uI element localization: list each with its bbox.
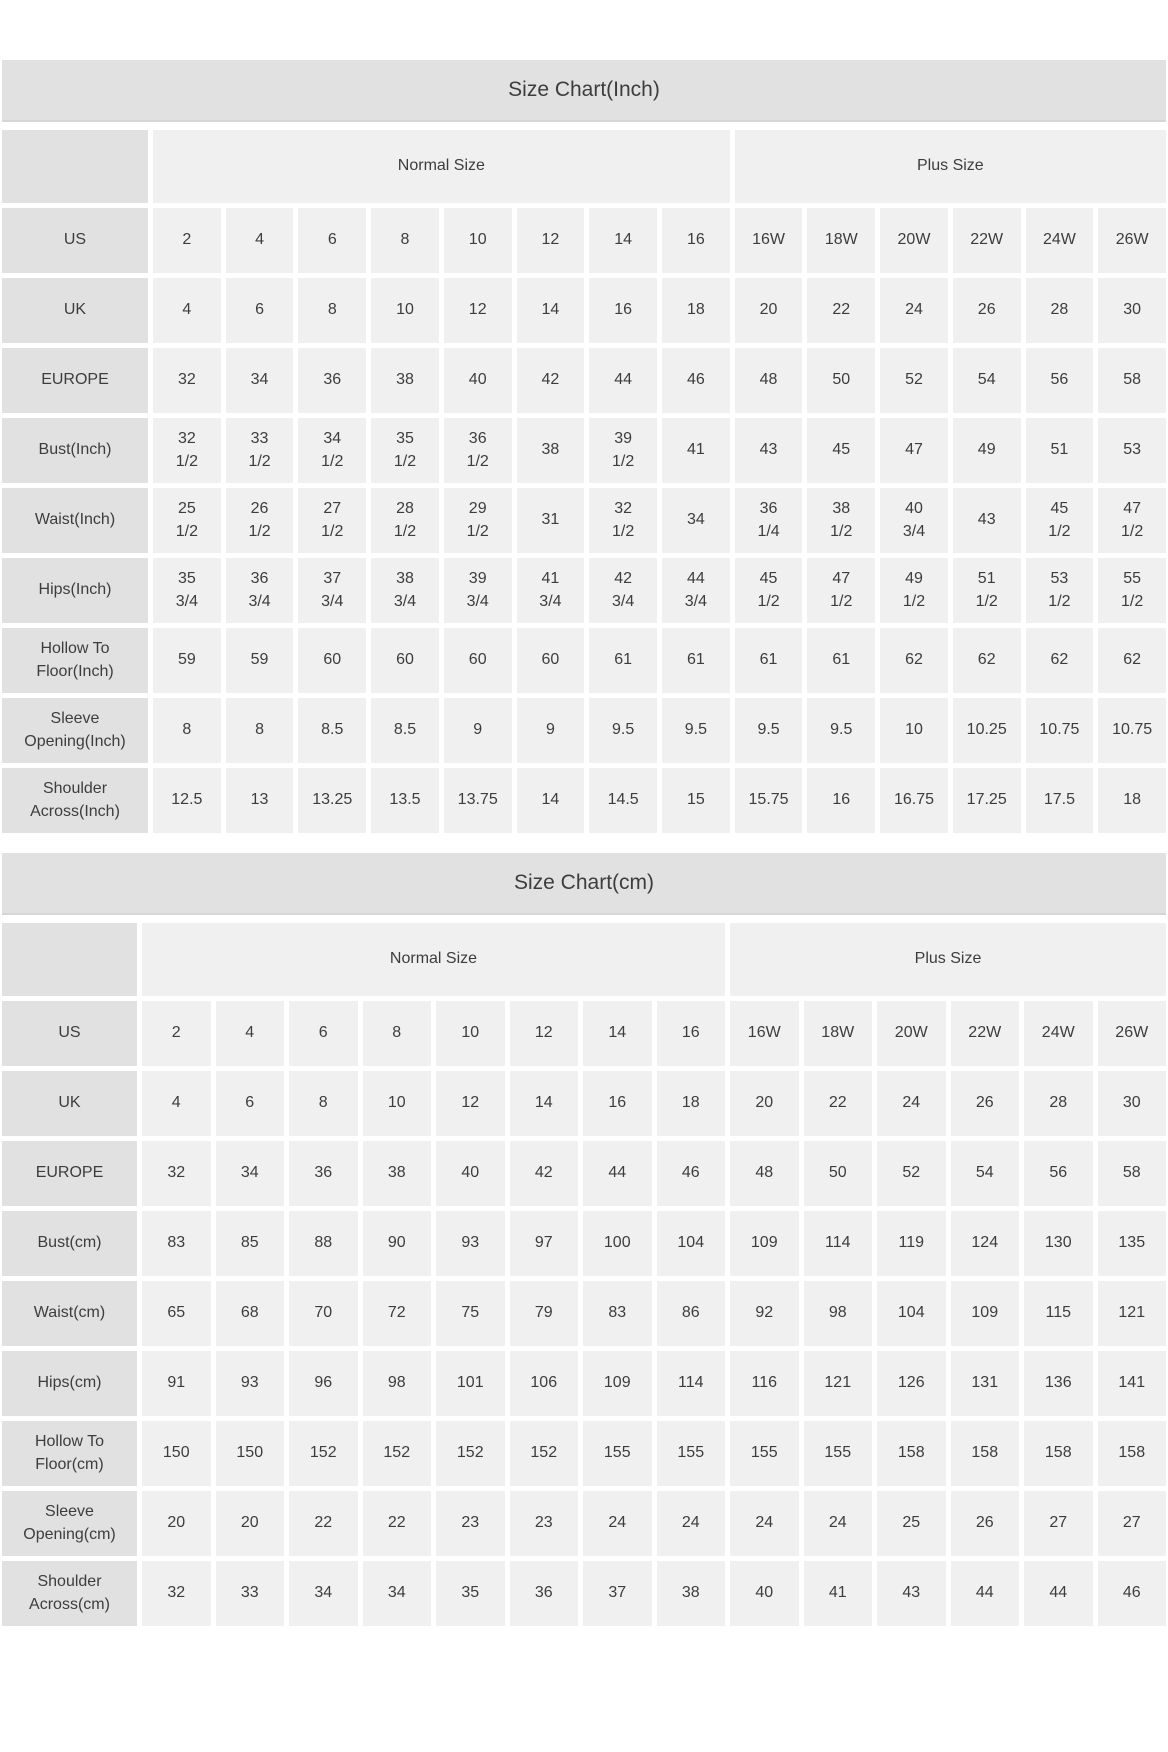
data-cell: 41: [804, 1561, 873, 1626]
data-cell: 152: [363, 1421, 432, 1486]
data-cell: 26 1/2: [226, 488, 294, 553]
data-cell: 155: [583, 1421, 652, 1486]
data-cell: 45: [807, 418, 875, 483]
row-label: Bust(Inch): [2, 418, 148, 483]
data-cell: 60: [371, 628, 439, 693]
group-header-normal-size: Normal Size: [142, 923, 725, 996]
data-cell: 92: [730, 1281, 799, 1346]
data-cell: 88: [289, 1211, 358, 1276]
data-cell: 16: [583, 1071, 652, 1136]
data-cell: 44: [589, 348, 657, 413]
data-cell: 141: [1098, 1351, 1167, 1416]
data-cell: 60: [444, 628, 512, 693]
data-cell: 36: [510, 1561, 579, 1626]
data-cell: 6: [298, 208, 366, 273]
data-cell: 8: [298, 278, 366, 343]
data-cell: 48: [735, 348, 803, 413]
data-cell: 22: [363, 1491, 432, 1556]
data-cell: 6: [216, 1071, 285, 1136]
data-cell: 26: [951, 1491, 1020, 1556]
data-cell: 40: [436, 1141, 505, 1206]
data-cell: 15: [662, 768, 730, 833]
data-cell: 38: [363, 1141, 432, 1206]
data-cell: 17.25: [953, 768, 1021, 833]
data-cell: 4: [142, 1071, 211, 1136]
data-cell: 16W: [735, 208, 803, 273]
data-cell: 9.5: [735, 698, 803, 763]
data-cell: 98: [804, 1281, 873, 1346]
data-cell: 35 3/4: [153, 558, 221, 623]
data-cell: 25 1/2: [153, 488, 221, 553]
size-chart-cm-section: [2, 853, 1166, 1626]
data-cell: 97: [510, 1211, 579, 1276]
data-cell: 24: [657, 1491, 726, 1556]
data-cell: 60: [517, 628, 585, 693]
data-cell: 59: [153, 628, 221, 693]
data-cell: 34 1/2: [298, 418, 366, 483]
data-cell: 20: [142, 1491, 211, 1556]
data-cell: 20W: [877, 1001, 946, 1066]
row-label: Waist(Inch): [2, 488, 148, 553]
data-cell: 32: [142, 1141, 211, 1206]
data-cell: 8: [289, 1071, 358, 1136]
data-cell: 13.25: [298, 768, 366, 833]
data-cell: 10.75: [1026, 698, 1094, 763]
data-cell: 12: [510, 1001, 579, 1066]
data-cell: 65: [142, 1281, 211, 1346]
data-cell: 47: [880, 418, 948, 483]
data-cell: 27: [1098, 1491, 1167, 1556]
data-cell: 18: [657, 1071, 726, 1136]
data-cell: 44 3/4: [662, 558, 730, 623]
data-cell: 6: [226, 278, 294, 343]
data-cell: 24: [877, 1071, 946, 1136]
data-cell: 41 3/4: [517, 558, 585, 623]
data-cell: 53: [1098, 418, 1166, 483]
data-cell: 34: [216, 1141, 285, 1206]
row-label: Hollow To Floor(Inch): [2, 628, 148, 693]
data-cell: 158: [951, 1421, 1020, 1486]
data-cell: 27 1/2: [298, 488, 366, 553]
data-cell: 35 1/2: [371, 418, 439, 483]
data-cell: 10: [444, 208, 512, 273]
data-cell: 158: [877, 1421, 946, 1486]
data-cell: 18W: [807, 208, 875, 273]
data-cell: 41: [662, 418, 730, 483]
row-label: Shoulder Across(cm): [2, 1561, 137, 1626]
data-cell: 38: [517, 418, 585, 483]
data-cell: 61: [589, 628, 657, 693]
row-label: UK: [2, 278, 148, 343]
data-cell: 60: [298, 628, 366, 693]
data-cell: 47 1/2: [807, 558, 875, 623]
data-cell: 54: [953, 348, 1021, 413]
data-cell: 9.5: [589, 698, 657, 763]
data-cell: 12: [517, 208, 585, 273]
data-cell: 10.25: [953, 698, 1021, 763]
data-cell: 46: [1098, 1561, 1167, 1626]
data-cell: 8: [363, 1001, 432, 1066]
data-cell: 34: [662, 488, 730, 553]
data-cell: 45 1/2: [1026, 488, 1094, 553]
data-cell: 4: [226, 208, 294, 273]
data-cell: 20: [216, 1491, 285, 1556]
data-cell: 85: [216, 1211, 285, 1276]
data-cell: 49 1/2: [880, 558, 948, 623]
data-cell: 38 1/2: [807, 488, 875, 553]
data-cell: 62: [880, 628, 948, 693]
data-cell: 72: [363, 1281, 432, 1346]
data-cell: 22W: [953, 208, 1021, 273]
data-cell: 13.5: [371, 768, 439, 833]
data-cell: 46: [657, 1141, 726, 1206]
corner-cell: [2, 923, 137, 996]
data-cell: 49: [953, 418, 1021, 483]
data-cell: 10: [371, 278, 439, 343]
data-cell: 2: [153, 208, 221, 273]
data-cell: 58: [1098, 348, 1166, 413]
row-label: Shoulder Across(Inch): [2, 768, 148, 833]
data-cell: 32: [142, 1561, 211, 1626]
data-cell: 70: [289, 1281, 358, 1346]
data-cell: 48: [730, 1141, 799, 1206]
data-cell: 51: [1026, 418, 1094, 483]
data-cell: 40 3/4: [880, 488, 948, 553]
data-cell: 38: [657, 1561, 726, 1626]
data-cell: 16: [589, 278, 657, 343]
data-cell: 106: [510, 1351, 579, 1416]
data-cell: 44: [1024, 1561, 1093, 1626]
data-cell: 59: [226, 628, 294, 693]
data-cell: 124: [951, 1211, 1020, 1276]
row-label: Sleeve Opening(cm): [2, 1491, 137, 1556]
data-cell: 31: [517, 488, 585, 553]
data-cell: 55 1/2: [1098, 558, 1166, 623]
data-cell: 32: [153, 348, 221, 413]
size-chart-inch-title: Size Chart(Inch): [2, 60, 1166, 122]
data-cell: 158: [1098, 1421, 1167, 1486]
data-cell: 36: [298, 348, 366, 413]
data-cell: 22: [804, 1071, 873, 1136]
data-cell: 37: [583, 1561, 652, 1626]
data-cell: 22: [289, 1491, 358, 1556]
data-cell: 30: [1098, 278, 1166, 343]
data-cell: 109: [730, 1211, 799, 1276]
data-cell: 101: [436, 1351, 505, 1416]
data-cell: 115: [1024, 1281, 1093, 1346]
data-cell: 121: [1098, 1281, 1167, 1346]
data-cell: 114: [657, 1351, 726, 1416]
data-cell: 126: [877, 1351, 946, 1416]
data-cell: 8: [226, 698, 294, 763]
data-cell: 51 1/2: [953, 558, 1021, 623]
data-cell: 27: [1024, 1491, 1093, 1556]
data-cell: 32 1/2: [153, 418, 221, 483]
data-cell: 40: [444, 348, 512, 413]
data-cell: 28: [1026, 278, 1094, 343]
data-cell: 53 1/2: [1026, 558, 1094, 623]
data-cell: 114: [804, 1211, 873, 1276]
data-cell: 34: [226, 348, 294, 413]
data-cell: 34: [363, 1561, 432, 1626]
row-label: Hips(Inch): [2, 558, 148, 623]
data-cell: 91: [142, 1351, 211, 1416]
data-cell: 10: [436, 1001, 505, 1066]
data-cell: 158: [1024, 1421, 1093, 1486]
data-cell: 40: [730, 1561, 799, 1626]
data-cell: 37 3/4: [298, 558, 366, 623]
data-cell: 46: [662, 348, 730, 413]
data-cell: 36 1/4: [735, 488, 803, 553]
size-chart-inch-section: [2, 60, 1166, 833]
corner-cell: [2, 130, 148, 203]
data-cell: 20: [730, 1071, 799, 1136]
data-cell: 23: [436, 1491, 505, 1556]
data-cell: 152: [289, 1421, 358, 1486]
data-cell: 14: [517, 768, 585, 833]
data-cell: 83: [583, 1281, 652, 1346]
data-cell: 61: [735, 628, 803, 693]
data-cell: 14: [589, 208, 657, 273]
data-cell: 20W: [880, 208, 948, 273]
data-cell: 42 3/4: [589, 558, 657, 623]
data-cell: 12: [436, 1071, 505, 1136]
group-header-normal-size: Normal Size: [153, 130, 730, 203]
data-cell: 75: [436, 1281, 505, 1346]
data-cell: 155: [730, 1421, 799, 1486]
data-cell: 62: [1026, 628, 1094, 693]
data-cell: 24: [880, 278, 948, 343]
data-cell: 23: [510, 1491, 579, 1556]
data-cell: 150: [216, 1421, 285, 1486]
row-label: Bust(cm): [2, 1211, 137, 1276]
data-cell: 14.5: [589, 768, 657, 833]
data-cell: 42: [510, 1141, 579, 1206]
data-cell: 24: [583, 1491, 652, 1556]
data-cell: 62: [953, 628, 1021, 693]
data-cell: 18: [1098, 768, 1166, 833]
data-cell: 24W: [1026, 208, 1094, 273]
data-cell: 79: [510, 1281, 579, 1346]
data-cell: 52: [880, 348, 948, 413]
data-cell: 68: [216, 1281, 285, 1346]
data-cell: 17.5: [1026, 768, 1094, 833]
data-cell: 121: [804, 1351, 873, 1416]
data-cell: 14: [583, 1001, 652, 1066]
size-chart-cm-table: [2, 923, 1166, 1626]
data-cell: 35: [436, 1561, 505, 1626]
data-cell: 58: [1098, 1141, 1167, 1206]
data-cell: 29 1/2: [444, 488, 512, 553]
data-cell: 13: [226, 768, 294, 833]
row-label: EUROPE: [2, 1141, 137, 1206]
data-cell: 16W: [730, 1001, 799, 1066]
data-cell: 9: [444, 698, 512, 763]
data-cell: 130: [1024, 1211, 1093, 1276]
data-cell: 33 1/2: [226, 418, 294, 483]
data-cell: 104: [657, 1211, 726, 1276]
data-cell: 39 3/4: [444, 558, 512, 623]
data-cell: 119: [877, 1211, 946, 1276]
size-chart-inch-table: [2, 130, 1166, 833]
size-chart-cm-title: Size Chart(cm): [2, 853, 1166, 915]
data-cell: 38: [371, 348, 439, 413]
data-cell: 26: [951, 1071, 1020, 1136]
data-cell: 54: [951, 1141, 1020, 1206]
data-cell: 9.5: [807, 698, 875, 763]
data-cell: 131: [951, 1351, 1020, 1416]
data-cell: 135: [1098, 1211, 1167, 1276]
data-cell: 16: [662, 208, 730, 273]
data-cell: 22W: [951, 1001, 1020, 1066]
data-cell: 26W: [1098, 1001, 1167, 1066]
data-cell: 10.75: [1098, 698, 1166, 763]
data-cell: 16: [807, 768, 875, 833]
data-cell: 155: [804, 1421, 873, 1486]
data-cell: 44: [583, 1141, 652, 1206]
data-cell: 14: [510, 1071, 579, 1136]
data-cell: 14: [517, 278, 585, 343]
data-cell: 50: [807, 348, 875, 413]
data-cell: 52: [877, 1141, 946, 1206]
data-cell: 50: [804, 1141, 873, 1206]
data-cell: 90: [363, 1211, 432, 1276]
data-cell: 24: [730, 1491, 799, 1556]
data-cell: 150: [142, 1421, 211, 1486]
data-cell: 8.5: [298, 698, 366, 763]
data-cell: 18W: [804, 1001, 873, 1066]
data-cell: 109: [951, 1281, 1020, 1346]
data-cell: 45 1/2: [735, 558, 803, 623]
data-cell: 93: [436, 1211, 505, 1276]
data-cell: 83: [142, 1211, 211, 1276]
data-cell: 15.75: [735, 768, 803, 833]
data-cell: 136: [1024, 1351, 1093, 1416]
data-cell: 34: [289, 1561, 358, 1626]
data-cell: 62: [1098, 628, 1166, 693]
row-label: Hollow To Floor(cm): [2, 1421, 137, 1486]
data-cell: 24W: [1024, 1001, 1093, 1066]
data-cell: 20: [735, 278, 803, 343]
data-cell: 47 1/2: [1098, 488, 1166, 553]
data-cell: 32 1/2: [589, 488, 657, 553]
data-cell: 93: [216, 1351, 285, 1416]
data-cell: 152: [436, 1421, 505, 1486]
data-cell: 12.5: [153, 768, 221, 833]
row-label: EUROPE: [2, 348, 148, 413]
row-label: Sleeve Opening(Inch): [2, 698, 148, 763]
data-cell: 44: [951, 1561, 1020, 1626]
row-label: UK: [2, 1071, 137, 1136]
data-cell: 28 1/2: [371, 488, 439, 553]
data-cell: 8: [153, 698, 221, 763]
data-cell: 43: [877, 1561, 946, 1626]
data-cell: 36 1/2: [444, 418, 512, 483]
row-label: Hips(cm): [2, 1351, 137, 1416]
data-cell: 109: [583, 1351, 652, 1416]
group-header-plus-size: Plus Size: [735, 130, 1166, 203]
data-cell: 152: [510, 1421, 579, 1486]
data-cell: 61: [662, 628, 730, 693]
data-cell: 10: [363, 1071, 432, 1136]
data-cell: 4: [153, 278, 221, 343]
data-cell: 8: [371, 208, 439, 273]
data-cell: 13.75: [444, 768, 512, 833]
data-cell: 10: [880, 698, 948, 763]
data-cell: 38 3/4: [371, 558, 439, 623]
data-cell: 22: [807, 278, 875, 343]
data-cell: 16.75: [880, 768, 948, 833]
data-cell: 12: [444, 278, 512, 343]
data-cell: 2: [142, 1001, 211, 1066]
data-cell: 25: [877, 1491, 946, 1556]
data-cell: 26: [953, 278, 1021, 343]
data-cell: 8.5: [371, 698, 439, 763]
data-cell: 56: [1026, 348, 1094, 413]
data-cell: 36 3/4: [226, 558, 294, 623]
data-cell: 43: [735, 418, 803, 483]
data-cell: 33: [216, 1561, 285, 1626]
data-cell: 98: [363, 1351, 432, 1416]
data-cell: 86: [657, 1281, 726, 1346]
group-header-plus-size: Plus Size: [730, 923, 1166, 996]
data-cell: 4: [216, 1001, 285, 1066]
data-cell: 26W: [1098, 208, 1166, 273]
data-cell: 30: [1098, 1071, 1167, 1136]
data-cell: 61: [807, 628, 875, 693]
data-cell: 9: [517, 698, 585, 763]
data-cell: 24: [804, 1491, 873, 1556]
data-cell: 42: [517, 348, 585, 413]
data-cell: 36: [289, 1141, 358, 1206]
data-cell: 6: [289, 1001, 358, 1066]
data-cell: 9.5: [662, 698, 730, 763]
data-cell: 56: [1024, 1141, 1093, 1206]
data-cell: 116: [730, 1351, 799, 1416]
row-label: Waist(cm): [2, 1281, 137, 1346]
data-cell: 39 1/2: [589, 418, 657, 483]
data-cell: 104: [877, 1281, 946, 1346]
row-label: US: [2, 208, 148, 273]
row-label: US: [2, 1001, 137, 1066]
data-cell: 18: [662, 278, 730, 343]
data-cell: 96: [289, 1351, 358, 1416]
data-cell: 100: [583, 1211, 652, 1276]
data-cell: 155: [657, 1421, 726, 1486]
data-cell: 28: [1024, 1071, 1093, 1136]
data-cell: 16: [657, 1001, 726, 1066]
data-cell: 43: [953, 488, 1021, 553]
